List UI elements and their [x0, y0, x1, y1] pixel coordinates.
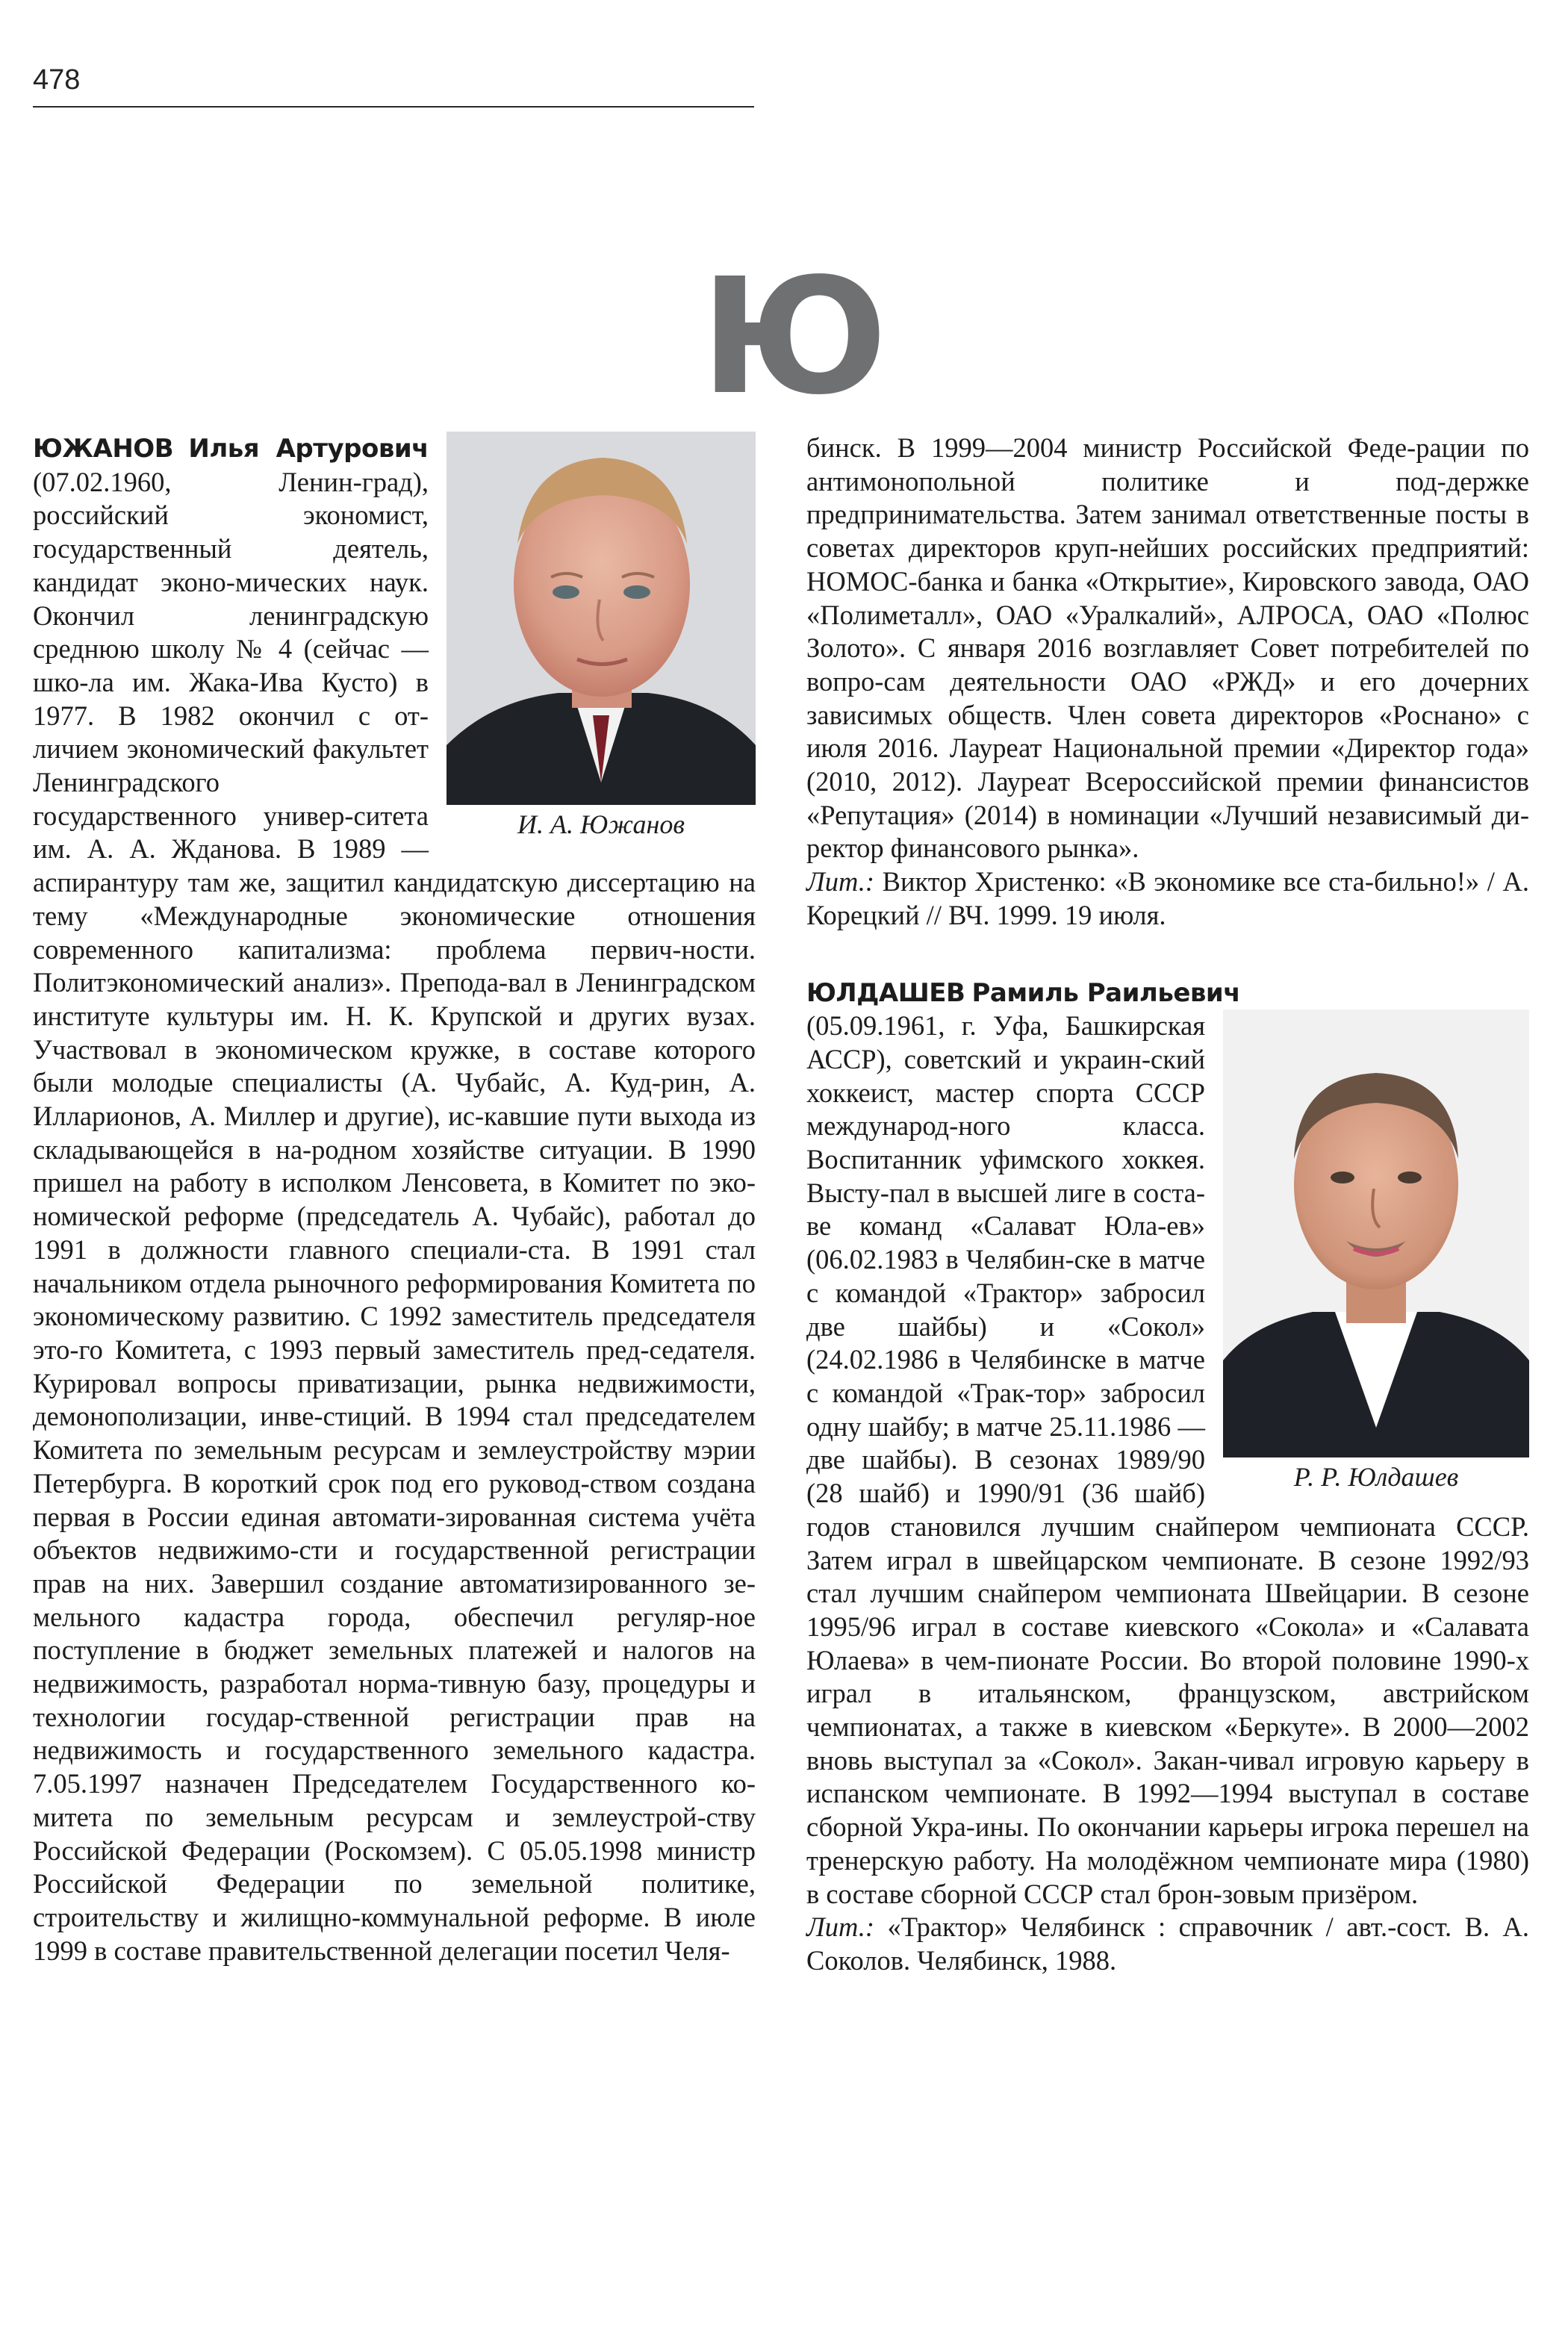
entry-yuzhanov-given-names: Илья Артурович	[188, 434, 429, 464]
entry-yuldashev-literature	[806, 1911, 1529, 1977]
lit-label-1: Лит.:	[806, 866, 875, 897]
entry-yuldashev-surname: ЮЛДАШЕВ	[806, 977, 965, 1008]
lit-text-2: «Трактор» Челябинск : справочник / авт.-сост. В. А. Соколов. Челябинск, 1988.	[806, 1911, 1530, 1976]
entry-yuldashev-heading	[806, 976, 1529, 1010]
photo-caption-yuldashev: Р. Р. Юлдашев	[1293, 1462, 1459, 1493]
section-letter: Ю	[700, 244, 886, 430]
left-column	[33, 432, 756, 1967]
entry-yuzhanov-surname: ЮЖАНОВ	[33, 434, 174, 464]
portrait-yuzhanov	[447, 432, 756, 805]
portrait-yuldashev	[1223, 1009, 1529, 1457]
entry-yuldashev-body: (05.09.1961, г. Уфа, Башкирская АССР), советский и украин-ский хоккеист, мастер спорта СССР международ-ного класса. Воспитанник уфимского хоккея. Высту-пал в высшей лиге в соста-ве команд «Салават Юла-ев» (06.02.1983 в Челябин-ске в матче с командой «Трактор» забросил две шайбы) и «Сокол» (24.02.1986 в Челябинске в матче с командой «Трак-тор» забросил одну шайбу; в матче 25.11.1986 — две шайбы). В сезонах 1989/90 (28 шайб) и 1990/91 (36 шайб) годов становился лучшим снайпером чемпионата СССР. Затем играл в швейцарском чемпионате. В сезоне 1992/93 стал лучшим снайпером чемпионата Швейцарии. В сезоне 1995/96 играл в составе киевского «Сокола» и «Салавата Юлаева» в чем-пионате России. Во второй половине 1990-х играл в итальянском, французском, австрийском чемпионатах, а также в киевском «Беркуте». В 2000—2002 вновь выступал за «Сокол». Закан-чивал игровую карьеру в испанском чемпионате. В 1992—1994 выступал в составе сборной Укра-ины. По окончании карьеры игрока перешел на тренерскую работу. На молодёжном чемпионате мира (1980) в составе сборной СССР стал брон-зовым призёром.	[806, 1010, 1529, 1909]
entry-separator	[806, 933, 1529, 976]
portrait-yuldashev-drawing	[1223, 1009, 1529, 1457]
entry-yuzhanov-literature	[806, 865, 1529, 932]
right-column	[806, 432, 1529, 1978]
portrait-yuzhanov-drawing	[447, 432, 756, 805]
page-number: 478	[33, 64, 81, 96]
header-rule	[33, 106, 754, 108]
entry-yuzhanov-body-a: (07.02.1960, Ленин-град), российский экономист, государственный деятель, кандидат эконо-мических наук. Окончил ленинградскую среднюю школу № 4 (сейчас — шко-ла им. Жака-Ива Кусто) в 1977. В 1982 окончил с от-личием экономический факультет Ленинградского государственного универ-ситета им. А. А. Жданова. В 1989 — аспирантуру там же, защитил кандидатскую диссертацию на тему «Международные экономические отношения современного капитализма: проблема первич-ности. Политэкономический анализ». Препода-вал в Ленинградском институте культуры им. Н. К. Крупской и других вузах. Участвовал в экономическом кружке, в составе которого были молодые специалисты (А. Чубайс, А. Куд-рин, А. Илларионов, А. Миллер и другие), ис-кавшие пути выхода из складывающейся в на-родном хозяйстве ситуации. В 1990 пришел на работу в исполком Ленсовета, в Комитет по эко-номической реформе (председатель А. Чубайс), работал до 1991 в должности главного специали-ста. В 1991 стал начальником отдела рыночного реформирования Комитета по экономическому развитию. С 1992 заместитель председателя это-го Комитета, с 1993 первый заместитель пред-седателя. Курировал вопросы приватизации, рынка недвижимости, демонополизации, инве-стиций. В 1994 стал председателем Комитета по земельным ресурсам и землеустройству мэрии Петербурга. В короткий срок под его руковод-ством создана первая в России единая автомати-зированная система учёта объектов недвижимо-сти и государственной регистрации прав на них. Завершил создание автоматизированного зе-мельного кадастра города, обеспечил регуляр-ное поступление в бюджет земельных платежей и налогов на недвижимость, разработал норма-тивную базу, процедуры и технологии государ-ственной регистрации прав на недвижимость и государственного земельного кадастра. 7.05.1997 назначен Председателем Государственного ко-митета по земельным ресурсам и землеустрой-ству Российской Федерации (Роскомзем). С 05.05.1998 министр Российской Федерации по земельной политике, строительству и жилищно-коммунальной реформе. В июле 1999 в составе правительственной делегации посетил Челя-	[33, 466, 756, 1966]
entry-yuldashev-given-names: Рамиль Раильевич	[971, 977, 1241, 1008]
photo-caption-yuzhanov: И. А. Южанов	[517, 809, 685, 839]
lit-label-2: Лит.:	[806, 1911, 875, 1943]
photo-yuzhanov-block	[447, 432, 756, 841]
lit-text-1: Виктор Христенко: «В экономике все ста-бильно!» / А. Корецкий // ВЧ. 1999. 19 июля.	[806, 866, 1529, 930]
entry-yuzhanov-body-b: бинск. В 1999—2004 министр Российской Феде-рации по антимонопольной политике и под-держке предпринимательства. Затем занимал ответственные посты в советах директоров круп-нейших российских предприятий: НОМОС-банка и банка «Открытие», Кировского завода, ОАО «Полиметалл», ОАО «Уралкалий», АЛРОСА, ОАО «Полюс Золото». С января 2016 возглавляет Совет потребителей по вопро-сам деятельности ОАО «РЖД» и его дочерних зависимых обществ. Член совета директоров «Роснано» с июля 2016. Лауреат Национальной премии «Директор года» (2010, 2012). Лауреат Всероссийской премии финансистов «Репутация» (2014) в номинации «Лучший независимый ди-ректор финансового рынка».	[806, 432, 1529, 864]
photo-yuldashev-block	[1223, 1009, 1529, 1493]
